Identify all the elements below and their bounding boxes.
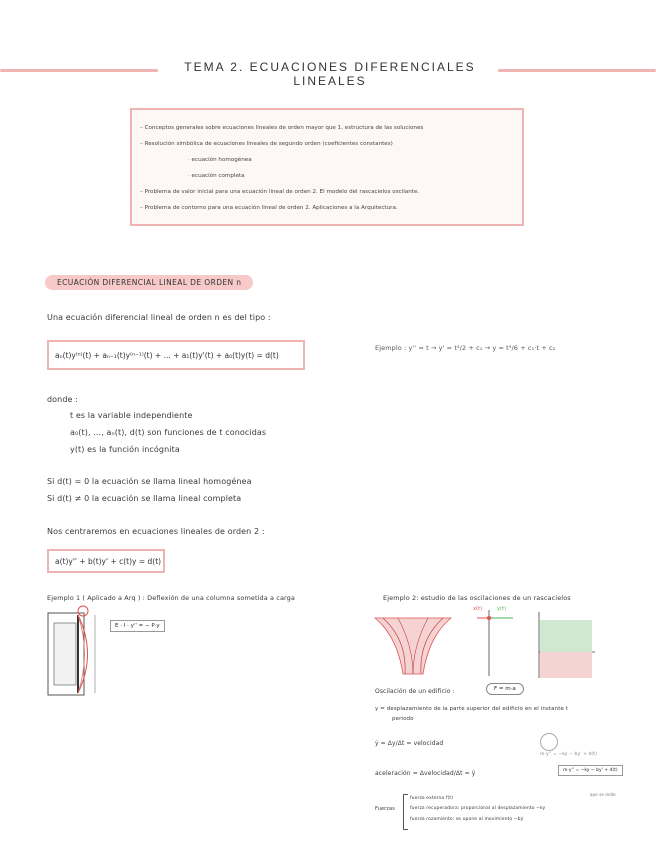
label-y: y(t) bbox=[497, 606, 507, 612]
force-item: fuerza rozamiento: se opone al movimiento −bẏ bbox=[410, 817, 524, 822]
definition-item: t es la variable independiente bbox=[70, 411, 193, 420]
topic-item: – Resolución simbólica de ecuaciones lineales de segundo orden (coeficientes constantes) bbox=[140, 141, 393, 147]
title-rule-right bbox=[498, 69, 656, 72]
example1-equation: E · I · y'' = − P·y bbox=[110, 620, 165, 632]
topic-subitem: · ecuación homogénea bbox=[188, 157, 252, 163]
side-note: que se mide bbox=[590, 792, 616, 797]
eq-box: m·y'' = −ky − by' + d(t) bbox=[558, 765, 623, 776]
force-item: fuerza recuperadora: proporcional al desplazamiento −ky bbox=[410, 806, 546, 811]
donde-label: donde : bbox=[47, 395, 78, 404]
label-x: x(t) bbox=[473, 606, 483, 612]
case-homogeneous: Si d(t) = 0 la ecuación se llama lineal homogénea bbox=[47, 477, 252, 486]
force-item: fuerza externa f(t) bbox=[410, 796, 454, 801]
intro-text: Una ecuación diferencial lineal de orden n es del tipo : bbox=[47, 313, 271, 322]
example2-title: Ejemplo 2: estudio de las oscilaciones de un rascacielos bbox=[383, 594, 571, 602]
note-displacement: y = desplazamiento de la parte superior del edificio en el instante t bbox=[375, 706, 569, 712]
topics-box bbox=[130, 108, 524, 226]
order2-equation: a(t)y'' + b(t)y' + c(t)y = d(t) bbox=[47, 549, 165, 573]
definition-item: a₀(t), ..., aₙ(t), d(t) son funciones de t conocidas bbox=[70, 428, 267, 437]
example1-title: Ejemplo 1 ( Aplicado a Arq ) : Deflexión de una columna sometida a carga bbox=[47, 594, 295, 602]
page-title: TEMA 2. ECUACIONES DIFERENCIALES LINEALES bbox=[184, 60, 476, 88]
skyscraper-diagrams bbox=[373, 606, 603, 680]
note-acceleration: aceleración = Δvelocidad/Δt = ÿ bbox=[375, 770, 476, 777]
eq-small: m·y'' = −ky − by' + d(t) bbox=[540, 752, 598, 757]
topic-item: – Conceptos generales sobre ecuaciones lineales de orden mayor que 1, estructura de las soluciones bbox=[140, 125, 424, 131]
newton-law: F = m·a bbox=[486, 683, 524, 695]
title-rule-left bbox=[0, 69, 158, 72]
example-equation: Ejemplo : y'' = t → y' = t²/2 + c₁ → y = t³/6 + c₁·t + c₂ bbox=[375, 344, 556, 352]
case-complete: Si d(t) ≠ 0 la ecuación se llama lineal completa bbox=[47, 494, 242, 503]
column-diagram bbox=[45, 605, 115, 700]
topic-subitem: · ecuación completa bbox=[188, 173, 245, 179]
circle-annotation bbox=[540, 733, 558, 751]
note-oscillation: Oscilación de un edificio : bbox=[375, 688, 455, 695]
forces-brace bbox=[403, 794, 408, 830]
forces-label: Fuerzas bbox=[375, 806, 395, 812]
general-equation: aₙ(t)y⁽ⁿ⁾(t) + aₙ₋₁(t)y⁽ⁿ⁻¹⁾(t) + ... + a₁(t)y'(t) + a₀(t)y(t) = d(t) bbox=[47, 340, 305, 370]
definition-item: y(t) es la función incógnita bbox=[70, 445, 180, 454]
note-velocity: ẏ = Δy/Δt = velocidad bbox=[375, 740, 444, 747]
note-periodo: periodo bbox=[392, 716, 414, 722]
topic-item: – Problema de contorno para una ecuación lineal de orden 2. Aplicaciones a la Arquitectura. bbox=[140, 205, 398, 211]
order2-intro: Nos centraremos en ecuaciones lineales de orden 2 : bbox=[47, 527, 265, 536]
topic-item: – Problema de valor inicial para una ecuación lineal de orden 2. El modelo del rascacielos oscilante. bbox=[140, 189, 420, 195]
section-heading: ECUACIÓN DIFERENCIAL LINEAL DE ORDEN n bbox=[45, 275, 253, 290]
